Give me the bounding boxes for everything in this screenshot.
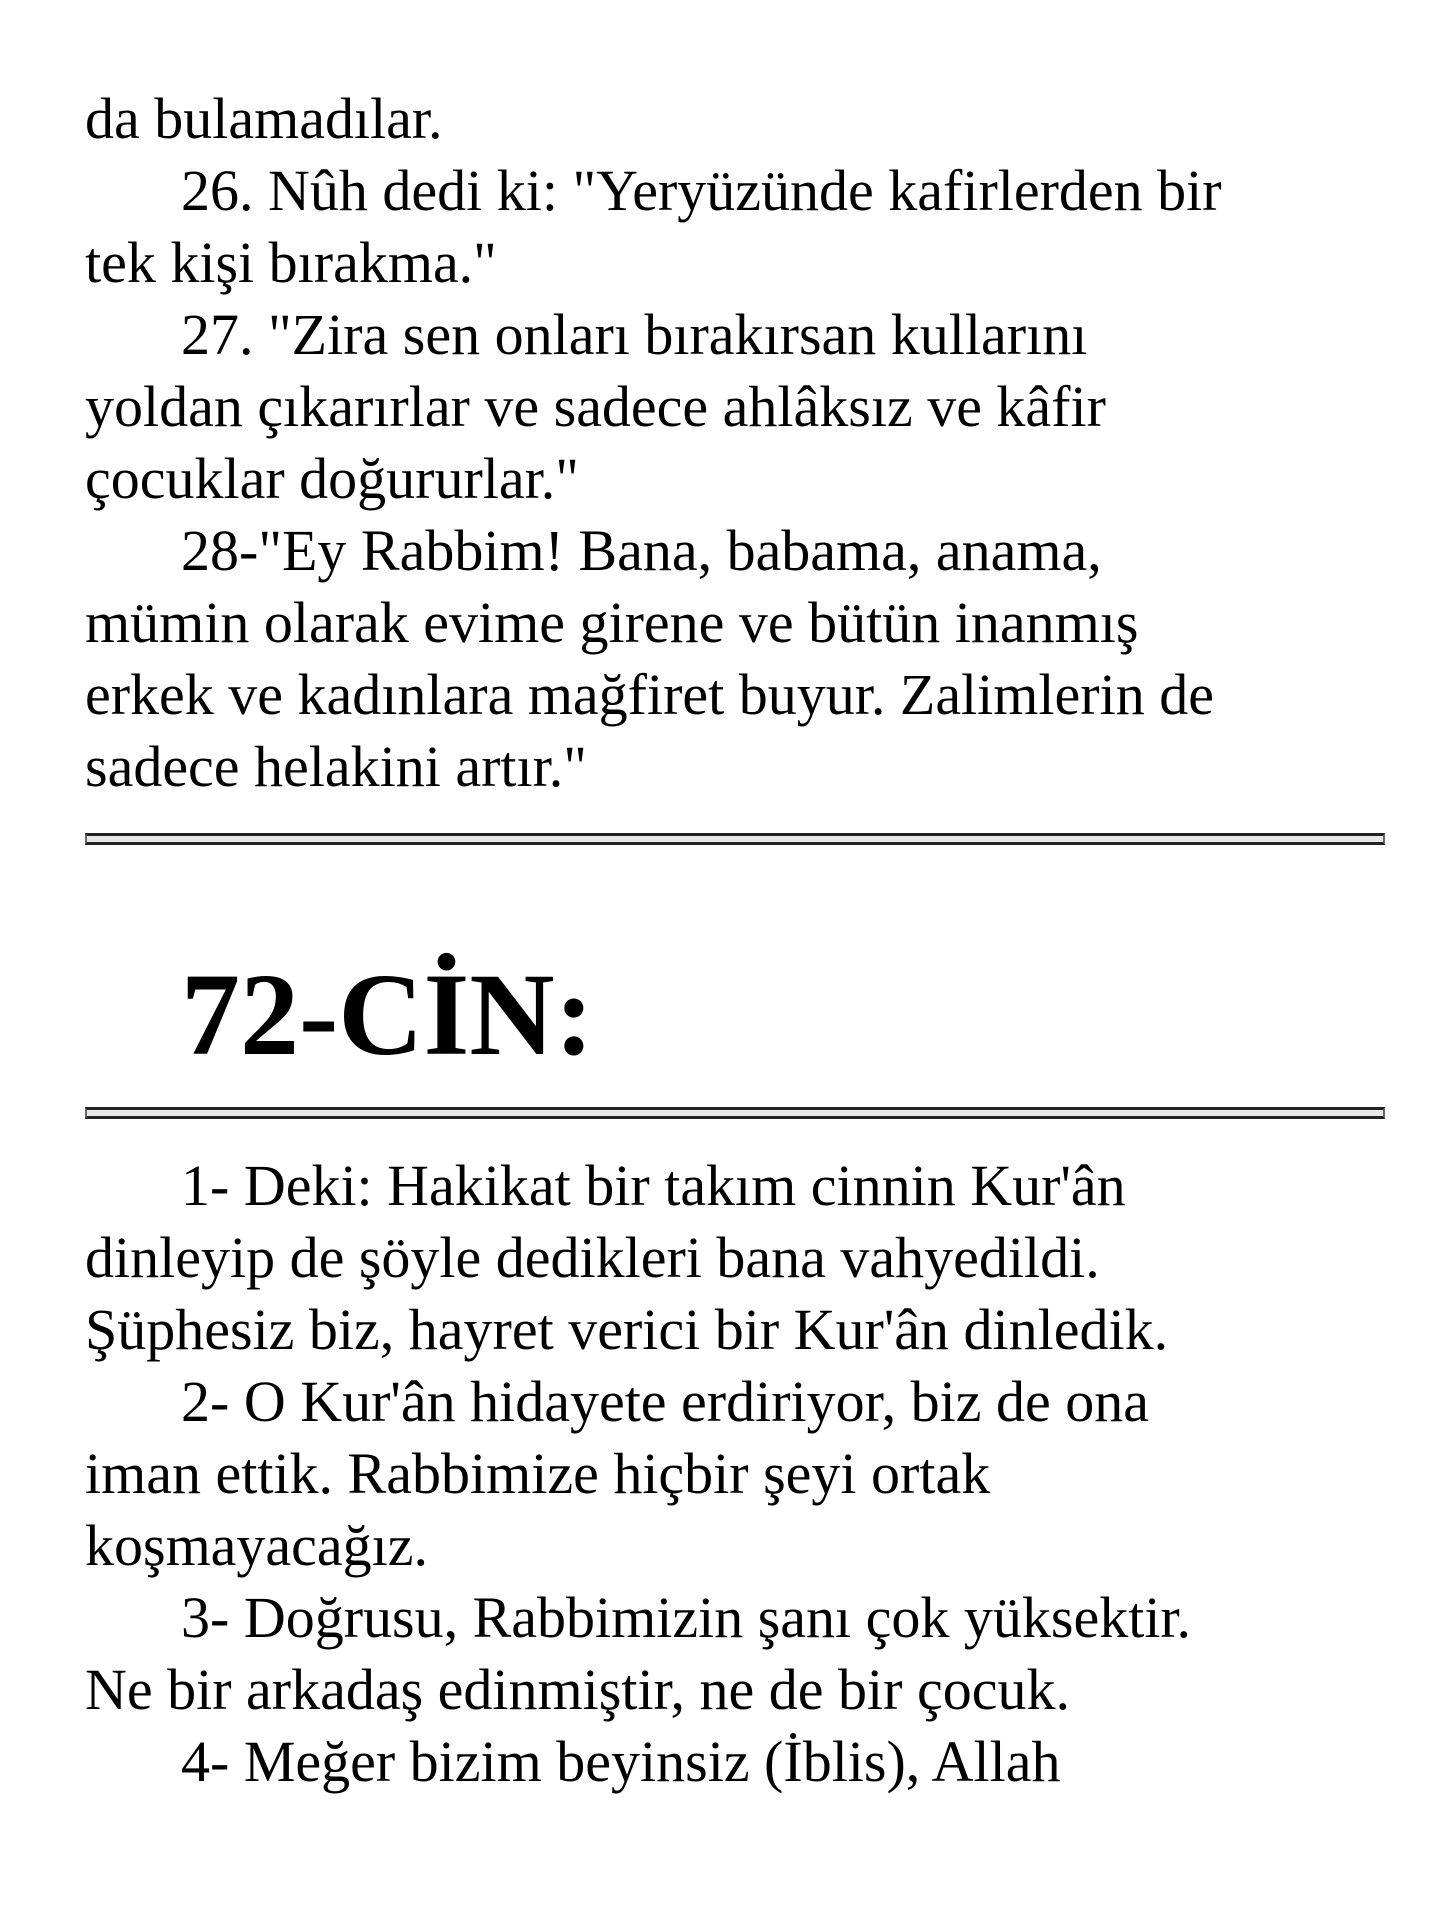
text-line: da bulamadılar. [85,86,443,151]
verse-start-1: 1- Deki: Hakikat bir takım cinnin Kur'ân [181,1153,1126,1218]
text-line: iman ettik. Rabbimize hiçbir şeyi ortak [85,1441,991,1506]
verse-start-4: 4- Meğer bizim beyinsiz (İblis), Allah [181,1729,1061,1794]
text-line: koşmayacağız. [85,1513,429,1578]
verse-start-27: 27. "Zira sen onları bırakırsan kullarını [181,302,1088,367]
text-line: yoldan çıkarırlar ve sadece ahlâksız ve kâfir [85,374,1106,439]
horizontal-rule [85,1107,1385,1119]
text-line: çocuklar doğururlar." [85,446,579,511]
text-line: sadece helakini artır." [85,734,587,799]
text-line: tek kişi bırakma." [85,230,497,295]
verse-start-28: 28-"Ey Rabbim! Bana, babama, anama, [181,518,1102,583]
text-line: dinleyip de şöyle dedikleri bana vahyedildi. [85,1225,1100,1290]
horizontal-rule [85,833,1385,845]
verse-start-3: 3- Doğrusu, Rabbimizin şanı çok yüksektir. [181,1585,1192,1650]
text-line: erkek ve kadınlara mağfiret buyur. Zalimlerin de [85,662,1214,727]
text-line: Ne bir arkadaş edinmiştir, ne de bir çocuk. [85,1657,1070,1722]
verse-start-26: 26. Nûh dedi ki: "Yeryüzünde kafirlerden bir [181,158,1222,223]
chapter-title: 72-CİN: [181,949,594,1080]
verse-start-2: 2- O Kur'ân hidayete erdiriyor, biz de ona [181,1369,1149,1434]
text-line: mümin olarak evime girene ve bütün inanmış [85,590,1139,655]
text-line: Şüphesiz biz, hayret verici bir Kur'ân dinledik. [85,1297,1169,1362]
